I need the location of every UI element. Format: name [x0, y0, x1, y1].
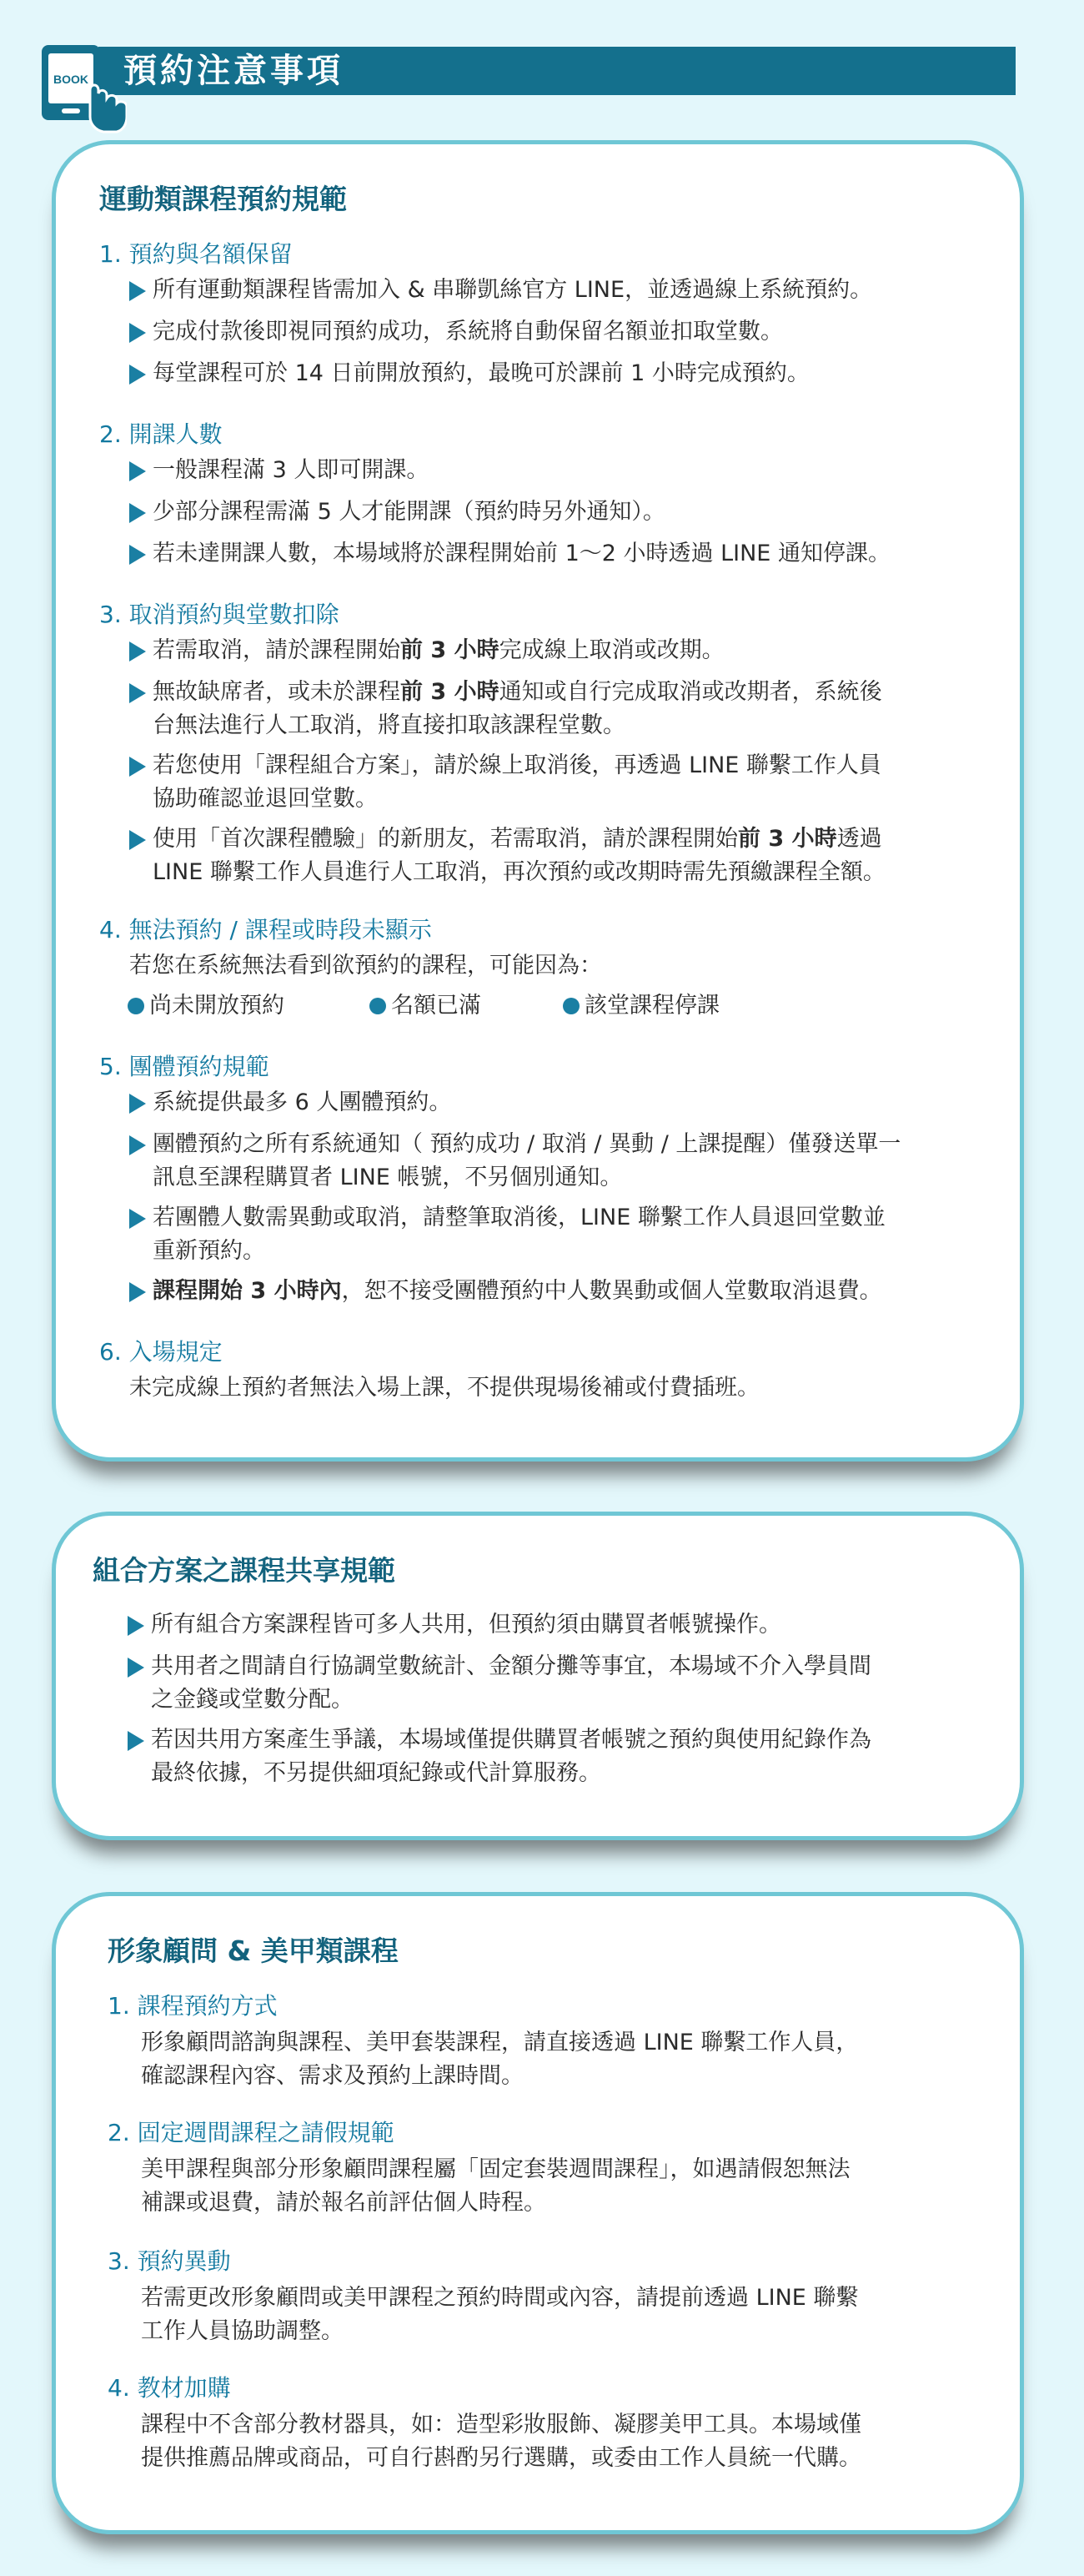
- card-title: 組合方案之課程共享規範: [93, 1554, 395, 1587]
- bullet-arrow-icon: [129, 1209, 146, 1229]
- paragraph-text: 若需更改形象顧問或美甲課程之預約時間或內容，請提前透過 LINE 聯繫: [141, 2285, 859, 2311]
- paragraph-text: 形象顧問諮詢與課程、美甲套裝課程，請直接透過 LINE 聯繫工作人員，: [141, 2030, 859, 2055]
- reason-intro: 若您在系統無法看到欲預約的課程，可能因為：: [129, 953, 602, 979]
- paragraph-text: 提供推薦品牌或商品，可自行斟酌另行選購，或委由工作人員統一代購。: [141, 2445, 861, 2471]
- bullet-text: 課程開始 3 小時內，恕不接受團體預約中人數異動或個人堂數取消退費。: [153, 1278, 882, 1304]
- reason-item: 名額已滿: [391, 993, 481, 1019]
- section-title: 1. 課程預約方式: [108, 1992, 278, 2020]
- image-nail-course-card: [52, 1892, 1024, 2534]
- section-title: 6. 入場規定: [99, 1338, 223, 1366]
- bullet-text: 一般課程滿 3 人即可開課。: [153, 457, 429, 483]
- bullet-text: 共用者之間請自行協調堂數統計、金額分攤等事宜，本場域不介入學員間: [151, 1653, 871, 1679]
- bullet-arrow-icon: [129, 323, 146, 343]
- card-title: 運動類課程預約規範: [99, 183, 347, 215]
- card-title: 形象顧問 & 美甲類課程: [108, 1935, 399, 1967]
- paragraph-text: 工作人員協助調整。: [141, 2318, 344, 2344]
- bullet-text: 所有組合方案課程皆可多人共用，但預約須由購買者帳號操作。: [151, 1612, 781, 1638]
- section-title: 3. 取消預約與堂數扣除: [99, 601, 339, 628]
- bundle-sharing-rules-card: [52, 1512, 1024, 1840]
- bullet-dot-icon: [563, 998, 580, 1014]
- bullet-text-continued: 最終依據，不另提供細項紀錄或代計算服務。: [151, 1760, 601, 1786]
- bullet-arrow-icon: [129, 757, 146, 777]
- bullet-arrow-icon: [129, 503, 146, 523]
- bullet-text: 若需取消，請於課程開始前 3 小時完成線上取消或改期。: [153, 637, 725, 663]
- section-title: 1. 預約與名額保留: [99, 240, 293, 268]
- bullet-arrow-icon: [129, 461, 146, 481]
- paragraph-text: 確認課程內容、需求及預約上課時間。: [141, 2063, 524, 2089]
- bullet-arrow-icon: [128, 1731, 144, 1751]
- paragraph-text: 未完成線上預約者無法入場上課，不提供現場後補或付費插班。: [129, 1375, 760, 1401]
- sports-course-rules-card: [52, 140, 1024, 1462]
- bullet-dot-icon: [128, 998, 144, 1014]
- bullet-text-continued: 台無法進行人工取消，將直接扣取該課程堂數。: [153, 712, 625, 738]
- section-title: 4. 教材加購: [108, 2374, 231, 2402]
- bullet-text: 完成付款後即視同預約成功，系統將自動保留名額並扣取堂數。: [153, 319, 783, 345]
- bullet-dot-icon: [369, 998, 386, 1014]
- paragraph-text: 補課或退費，請於報名前評估個人時程。: [141, 2190, 546, 2216]
- bullet-text: 系統提供最多 6 人團體預約。: [153, 1089, 452, 1115]
- bullet-arrow-icon: [129, 1094, 146, 1114]
- page-header: [40, 40, 1017, 100]
- paragraph-text: 美甲課程與部分形象顧問課程屬「固定套裝週間課程」，如遇請假恕無法: [141, 2156, 851, 2182]
- bullet-text-continued: LINE 聯繫工作人員進行人工取消，再次預約或改期時需先預繳課程全額。: [153, 859, 886, 885]
- book-tablet-icon: [40, 40, 127, 140]
- bullet-text: 若因共用方案產生爭議，本場域僅提供購買者帳號之預約與使用紀錄作為: [151, 1727, 871, 1753]
- bullet-arrow-icon: [129, 830, 146, 850]
- section-title: 4. 無法預約 / 課程或時段未顯示: [99, 916, 432, 943]
- section-title: 3. 預約異動: [108, 2247, 231, 2275]
- bullet-arrow-icon: [129, 365, 146, 385]
- bullet-text-continued: 重新預約。: [153, 1238, 265, 1264]
- bullet-arrow-icon: [128, 1616, 144, 1636]
- bullet-text: 使用「首次課程體驗」的新朋友，若需取消，請於課程開始前 3 小時透過: [153, 826, 882, 852]
- bullet-arrow-icon: [129, 641, 146, 662]
- bullet-text-continued: 訊息至課程購買者 LINE 帳號，不另個別通知。: [153, 1165, 623, 1190]
- bullet-text: 若您使用「課程組合方案」，請於線上取消後，再透過 LINE 聯繫工作人員: [153, 752, 881, 778]
- bullet-arrow-icon: [128, 1658, 144, 1678]
- bullet-text-continued: 之金錢或堂數分配。: [151, 1687, 354, 1713]
- reason-item: 該堂課程停課: [585, 993, 720, 1019]
- bullet-arrow-icon: [129, 1282, 146, 1302]
- bullet-text: 團體預約之所有系統通知（ 預約成功 / 取消 / 異動 / 上課提醒）僅發送單一: [153, 1131, 901, 1157]
- bullet-text: 所有運動類課程皆需加入 & 串聯凱絲官方 LINE，並透過線上系統預約。: [153, 277, 873, 303]
- bullet-text-continued: 協助確認並退回堂數。: [153, 786, 378, 812]
- book-icon-label: BOOK: [53, 73, 88, 86]
- bullet-arrow-icon: [129, 545, 146, 565]
- bullet-text: 若未達開課人數，本場域將於課程開始前 1～2 小時透過 LINE 通知停課。: [153, 541, 891, 566]
- bullet-arrow-icon: [129, 1135, 146, 1155]
- bullet-arrow-icon: [129, 281, 146, 301]
- bullet-text: 無故缺席者，或未於課程前 3 小時通知或自行完成取消或改期者，系統後: [153, 679, 882, 705]
- bullet-text: 每堂課程可於 14 日前開放預約，最晚可於課前 1 小時完成預約。: [153, 360, 810, 386]
- reason-item: 尚未開放預約: [149, 993, 284, 1019]
- paragraph-text: 課程中不含部分教材器具，如：造型彩妝服飾、凝膠美甲工具。本場域僅: [141, 2412, 861, 2438]
- bullet-text: 少部分課程需滿 5 人才能開課（預約時另外通知）。: [153, 499, 665, 525]
- section-title: 2. 開課人數: [99, 420, 223, 448]
- bullet-arrow-icon: [129, 683, 146, 703]
- section-title: 5. 團體預約規範: [99, 1053, 269, 1080]
- page-title: 預約注意事項: [123, 52, 344, 90]
- section-title: 2. 固定週間課程之請假規範: [108, 2119, 394, 2146]
- bullet-text: 若團體人數需異動或取消，請整筆取消後，LINE 聯繫工作人員退回堂數並: [153, 1205, 886, 1230]
